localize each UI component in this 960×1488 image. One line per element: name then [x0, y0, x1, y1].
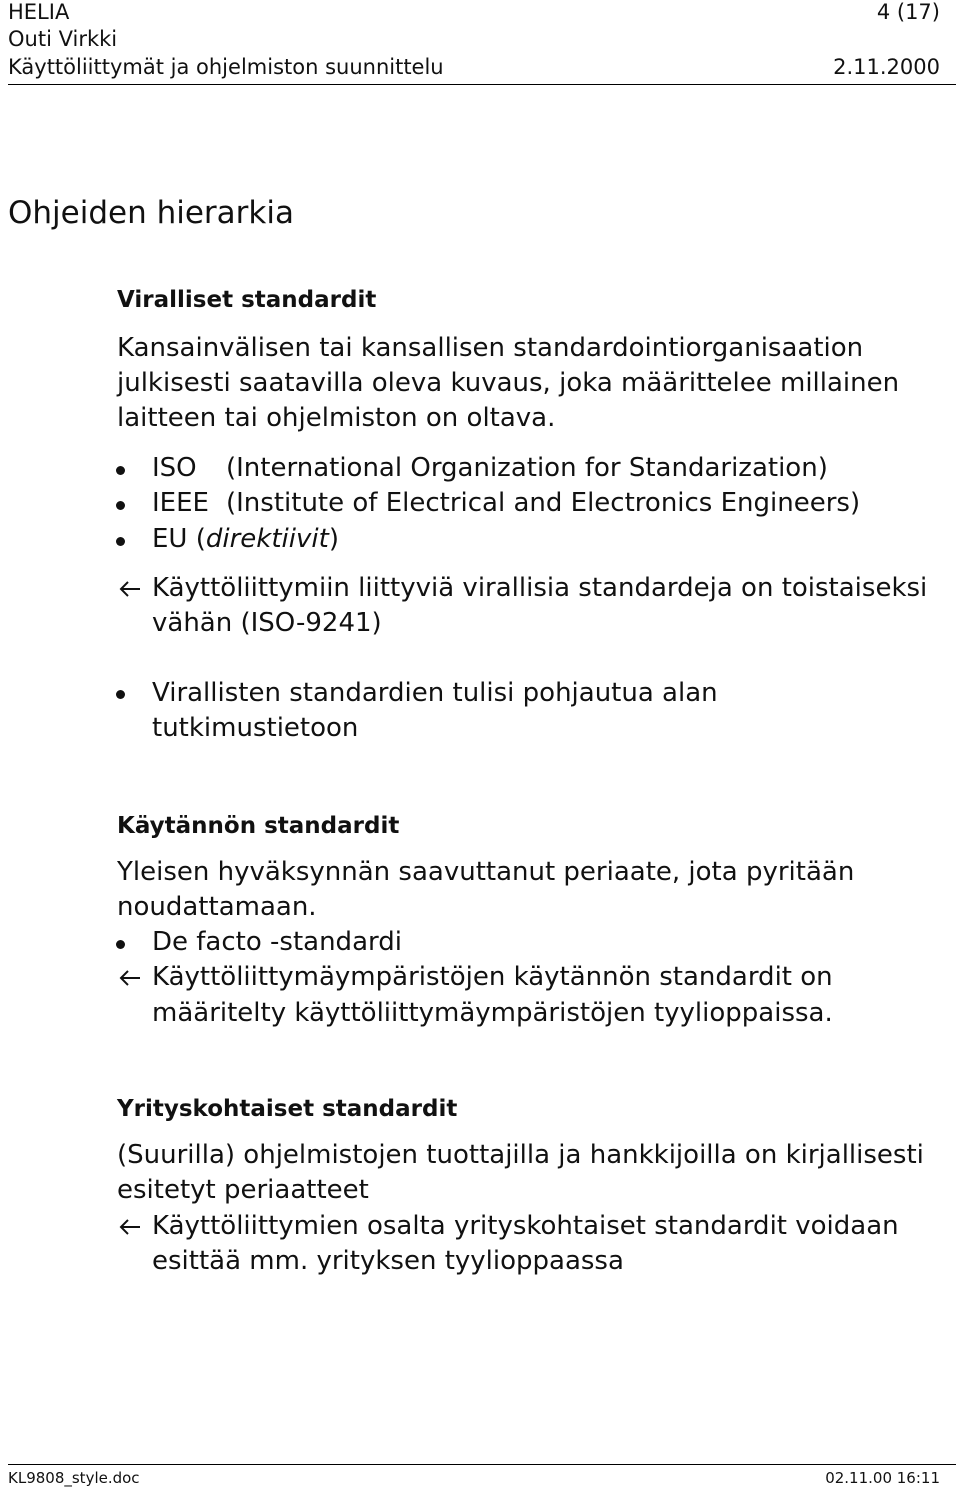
official-bullet2-line: tutkimustietoon	[152, 713, 359, 743]
company-arrow-line: Käyttöliittymien osalta yrityskohtaiset standardit voidaan	[152, 1211, 899, 1241]
header-page-number: 4 (17)	[876, 0, 940, 24]
header-org: HELIA	[8, 0, 70, 24]
official-bullet2-line: Virallisten standardien tulisi pohjautua alan	[152, 678, 718, 708]
section-heading-practical: Käytännön standardit	[117, 813, 400, 839]
practical-desc-line: Yleisen hyväksynnän saavuttanut periaate, jota pyritään	[117, 857, 855, 887]
practical-desc-line: noudattamaan.	[117, 892, 317, 922]
company-desc-line: esitetyt periaatteet	[117, 1175, 369, 1205]
practical-arrow-line: määritelty käyttöliittymäympäristöjen tyylioppaissa.	[152, 998, 833, 1028]
bullet-ieee-full: (Institute of Electrical and Electronics Engineers)	[226, 488, 861, 518]
practical-bullet: De facto -standardi	[152, 927, 402, 957]
official-desc-line: Kansainvälisen tai kansallisen standardointiorganisaation	[117, 333, 864, 363]
footer-rule	[8, 1464, 956, 1465]
official-arrow-line: vähän (ISO-9241)	[152, 608, 382, 638]
arrow-left-icon	[118, 580, 142, 598]
company-arrow-line: esittää mm. yrityksen tyylioppaassa	[152, 1246, 624, 1276]
official-arrow-line: Käyttöliittymiin liittyviä virallisia standardeja on toistaiseksi	[152, 573, 928, 603]
official-desc-line: julkisesti saatavilla oleva kuvaus, joka määrittelee millainen	[117, 368, 900, 398]
bullet-icon	[116, 690, 125, 699]
footer-datetime: 02.11.00 16:11	[825, 1469, 940, 1487]
bullet-icon	[116, 537, 125, 546]
bullet-eu-close: )	[328, 524, 339, 554]
bullet-iso-abbr: ISO	[152, 453, 197, 483]
bullet-eu-open: (	[187, 524, 206, 554]
header-author: Outi Virkki	[8, 27, 118, 51]
section-heading-company: Yrityskohtaiset standardit	[117, 1096, 458, 1122]
bullet-eu-abbr: EU	[152, 524, 188, 554]
arrow-left-icon	[118, 969, 142, 987]
section-heading-official: Viralliset standardit	[117, 287, 377, 313]
bullet-eu	[152, 522, 339, 557]
footer-filename: KL9808_style.doc	[8, 1469, 140, 1487]
bullet-eu-italic: direktiivit	[205, 524, 329, 554]
practical-arrow-line: Käyttöliittymäympäristöjen käytännön standardit on	[152, 962, 833, 992]
header-date: 2.11.2000	[833, 55, 940, 79]
page-title: Ohjeiden hierarkia	[8, 195, 294, 231]
company-desc-line: (Suurilla) ohjelmistojen tuottajilla ja hankkijoilla on kirjallisesti	[117, 1140, 924, 1170]
bullet-icon	[116, 501, 125, 510]
official-desc-line: laitteen tai ohjelmiston on oltava.	[117, 403, 556, 433]
bullet-icon	[116, 466, 125, 475]
header-course: Käyttöliittymät ja ohjelmiston suunnittelu	[8, 55, 444, 79]
header-rule	[8, 84, 956, 85]
bullet-icon	[116, 940, 125, 949]
bullet-ieee-abbr: IEEE	[152, 488, 209, 518]
arrow-left-icon	[118, 1218, 142, 1236]
bullet-iso-full: (International Organization for Standarization)	[226, 453, 828, 483]
